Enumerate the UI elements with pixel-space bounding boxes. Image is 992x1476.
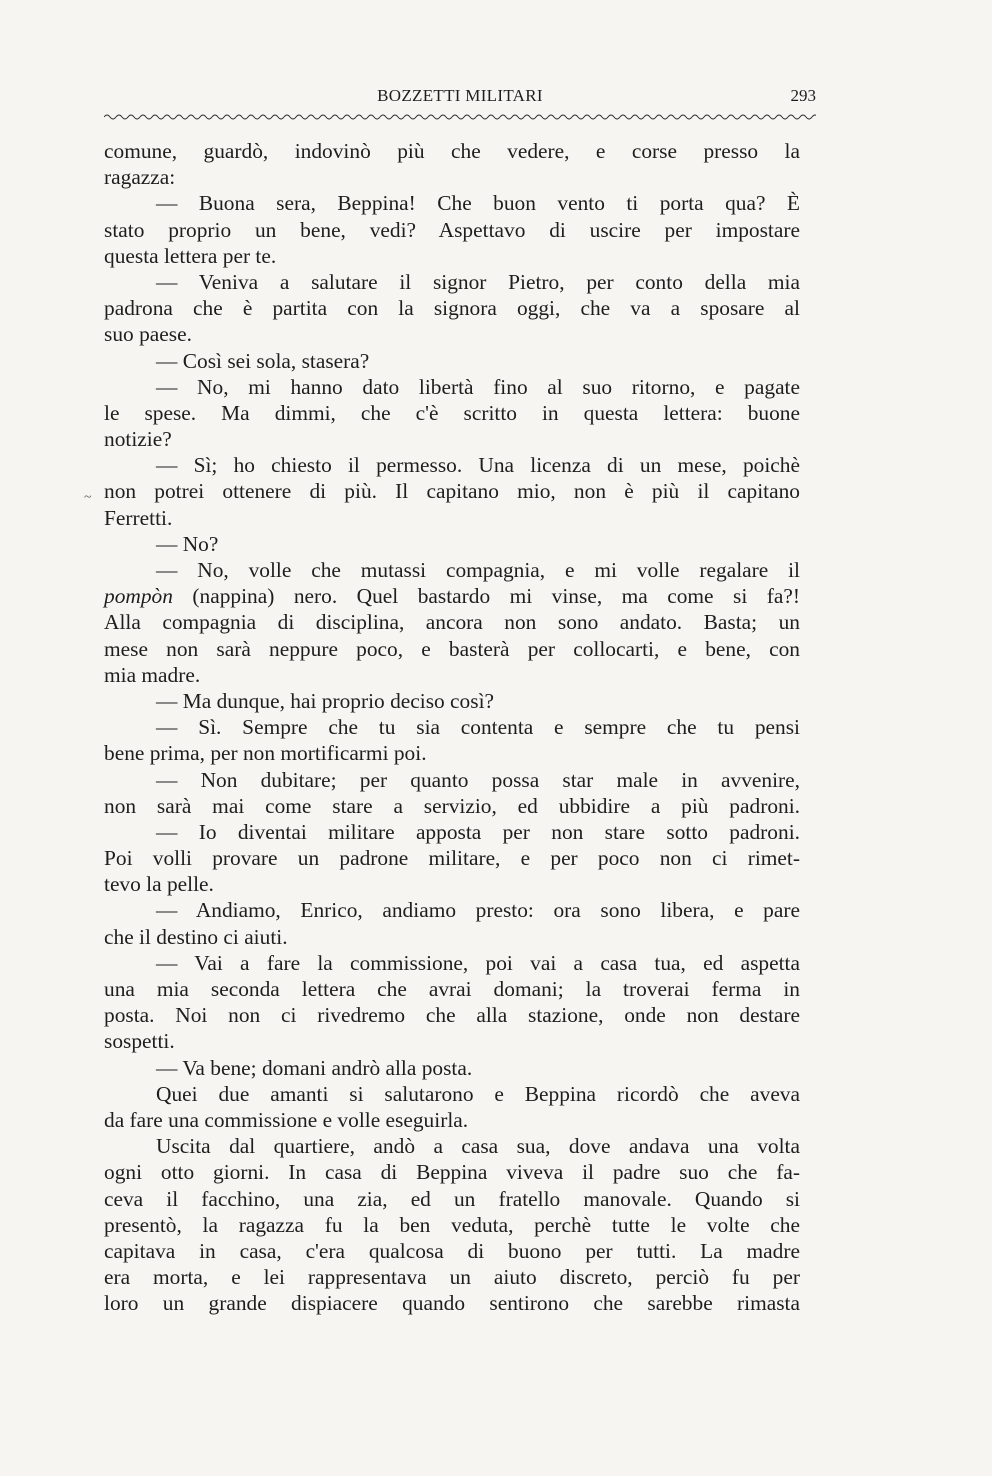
text-line: le spese. Ma dimmi, che c'è scritto in questa lettera: buone	[104, 400, 800, 425]
text-line: — Sì; ho chiesto il permesso. Una licenza di un mese, poichè	[156, 453, 800, 478]
text-line: da fare una commissione e volle eseguirla.	[104, 1107, 469, 1132]
text-line: ceva il facchino, una zia, ed un fratello manovale. Quando si	[104, 1186, 800, 1211]
page-header	[104, 86, 816, 114]
text-line: questa lettera per te.	[104, 243, 277, 268]
text-line: comune, guardò, indovinò più che vedere, e corse presso la	[104, 139, 800, 163]
text-line: mia madre.	[104, 662, 201, 687]
text-line: — Io diventai militare apposta per non stare sotto padroni.	[156, 819, 800, 844]
text-line-rest: (nappina) nero. Quel bastardo mi vinse, ma come si fa?!	[192, 584, 800, 609]
page-number: 293	[790, 86, 816, 105]
text-line: Poi volli provare un padrone militare, e per poco non ci rimet-	[104, 846, 800, 871]
text-line: loro un grande dispiacere quando sentirono che sarebbe rimasta	[104, 1291, 800, 1316]
italic-word: pompòn	[104, 584, 173, 609]
margin-mark: ~	[84, 490, 92, 505]
text-line: stato proprio un bene, vedi? Aspettavo di uscire per impostare	[104, 217, 800, 242]
text-line: — Andiamo, Enrico, andiamo presto: ora sono libera, e pare	[156, 898, 800, 923]
text-line-with-italic	[104, 583, 800, 609]
text-line: era morta, e lei rappresentava un aiuto discreto, perciò fu per	[104, 1265, 800, 1290]
decorative-wavy-rule	[104, 112, 816, 122]
text-line: notizie?	[104, 427, 172, 452]
text-line: — Buona sera, Beppina! Che buon vento ti porta qua? È	[156, 191, 800, 216]
text-line: sospetti.	[104, 1029, 175, 1054]
running-title: BOZZETTI MILITARI	[377, 86, 543, 105]
text-line: — Così sei sola, stasera?	[156, 348, 370, 373]
text-line: tevo la pelle.	[104, 872, 214, 897]
text-line: Uscita dal quartiere, andò a casa sua, dove andava una volta	[156, 1134, 800, 1159]
text-line: ragazza:	[104, 165, 176, 190]
text-line: Ferretti.	[104, 505, 173, 530]
text-line: — No, mi hanno dato libertà fino al suo ritorno, e pagate	[156, 374, 800, 399]
text-line: — Va bene; domani andrò alla posta.	[156, 1055, 473, 1080]
text-line: mese non sarà neppure poco, e basterà per collocarti, e bene, con	[104, 636, 800, 661]
text-line: — Ma dunque, hai proprio deciso così?	[156, 688, 495, 713]
text-line: non sarà mai come stare a servizio, ed ubbidire a più padroni.	[104, 793, 800, 818]
text-line: — Vai a fare la commissione, poi vai a casa tua, ed aspetta	[156, 950, 800, 975]
text-line: — No, volle che mutassi compagnia, e mi volle regalare il	[156, 558, 800, 582]
text-line: suo paese.	[104, 322, 192, 347]
text-line: — Sì. Sempre che tu sia contenta e sempre che tu pensi	[156, 715, 800, 740]
text-line: Quei due amanti si salutarono e Beppina ricordò che aveva	[156, 1081, 800, 1106]
text-line: padrona che è partita con la signora oggi, che va a sposare al	[104, 296, 800, 321]
text-line: — Veniva a salutare il signor Pietro, per conto della mia	[156, 269, 800, 294]
text-line: bene prima, per non mortificarmi poi.	[104, 741, 427, 766]
text-line: una mia seconda lettera che avrai domani; la troverai ferma in	[104, 977, 800, 1001]
text-line: che il destino ci aiuti.	[104, 924, 288, 949]
text-line: presentò, la ragazza fu la ben veduta, perchè tutte le volte che	[104, 1212, 800, 1237]
text-line: capitava in casa, c'era qualcosa di buono per tutti. La madre	[104, 1238, 800, 1263]
text-line: — Non dubitare; per quanto possa star male in avvenire,	[156, 767, 800, 792]
body-text	[104, 138, 800, 1316]
text-line: Alla compagnia di disciplina, ancora non sono andato. Basta; un	[104, 610, 800, 635]
text-line: — No?	[156, 531, 219, 556]
text-line: non potrei ottenere di più. Il capitano mio, non è più il capitano	[104, 479, 800, 504]
text-line: ogni otto giorni. In casa di Beppina viveva il padre suo che fa-	[104, 1160, 800, 1185]
text-line: posta. Noi non ci rivedremo che alla stazione, onde non destare	[104, 1003, 800, 1028]
